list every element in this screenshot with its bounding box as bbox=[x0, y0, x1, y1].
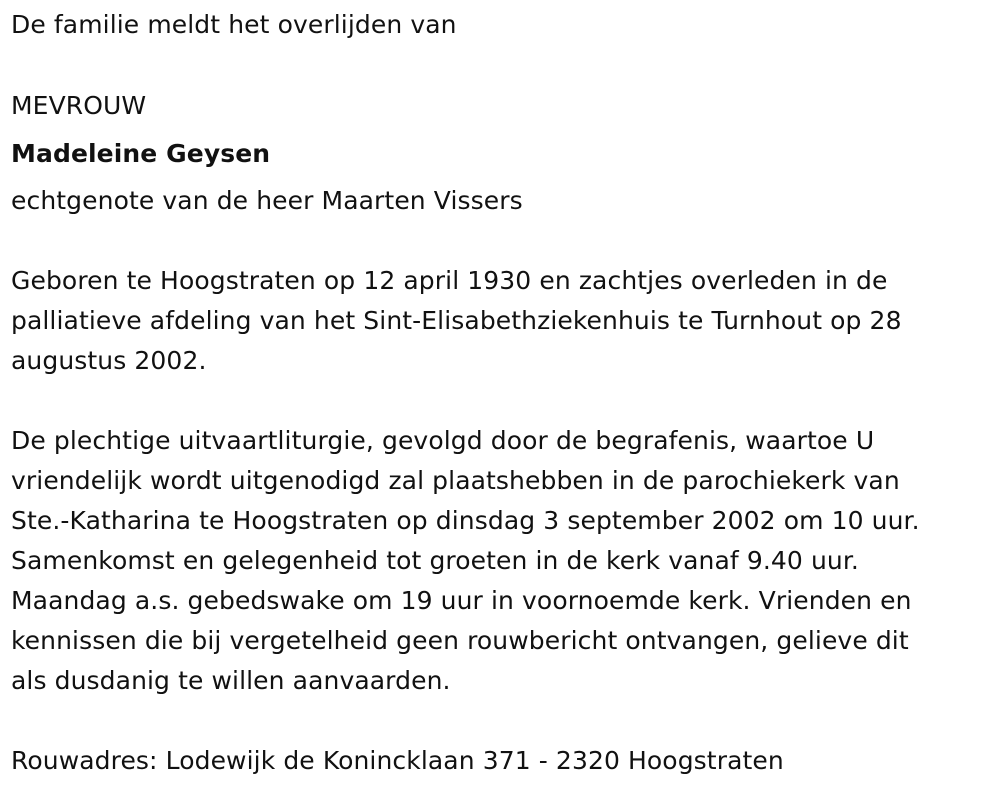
birth-death-line: palliatieve afdeling van het Sint-Elisabethziekenhuis te Turnhout op 28 bbox=[11, 306, 902, 335]
spouse-text: echtgenote van de heer Maarten Vissers bbox=[11, 186, 523, 215]
funeral-line: kennissen die bij vergetelheid geen rouwbericht ontvangen, gelieve dit bbox=[11, 626, 909, 655]
intro-text: De familie meldt het overlijden van bbox=[11, 10, 457, 39]
address-text: Rouwadres: Lodewijk de Konincklaan 371 - 2320 Hoogstraten bbox=[11, 746, 784, 775]
deceased-name: Madeleine Geysen bbox=[11, 139, 271, 168]
funeral-line: als dusdanig te willen aanvaarden. bbox=[11, 666, 451, 695]
birth-death-line: augustus 2002. bbox=[11, 346, 207, 375]
funeral-line: De plechtige uitvaartliturgie, gevolgd door de begrafenis, waartoe U bbox=[11, 426, 875, 455]
funeral-line: Samenkomst en gelegenheid tot groeten in de kerk vanaf 9.40 uur. bbox=[11, 546, 859, 575]
birth-death-line: Geboren te Hoogstraten op 12 april 1930 en zachtjes overleden in de bbox=[11, 266, 888, 295]
funeral-line: vriendelijk wordt uitgenodigd zal plaatshebben in de parochiekerk van bbox=[11, 466, 900, 495]
funeral-line: Maandag a.s. gebedswake om 19 uur in voornoemde kerk. Vrienden en bbox=[11, 586, 912, 615]
funeral-line: Ste.-Katharina te Hoogstraten op dinsdag 3 september 2002 om 10 uur. bbox=[11, 506, 920, 535]
title-text: MEVROUW bbox=[11, 91, 147, 120]
